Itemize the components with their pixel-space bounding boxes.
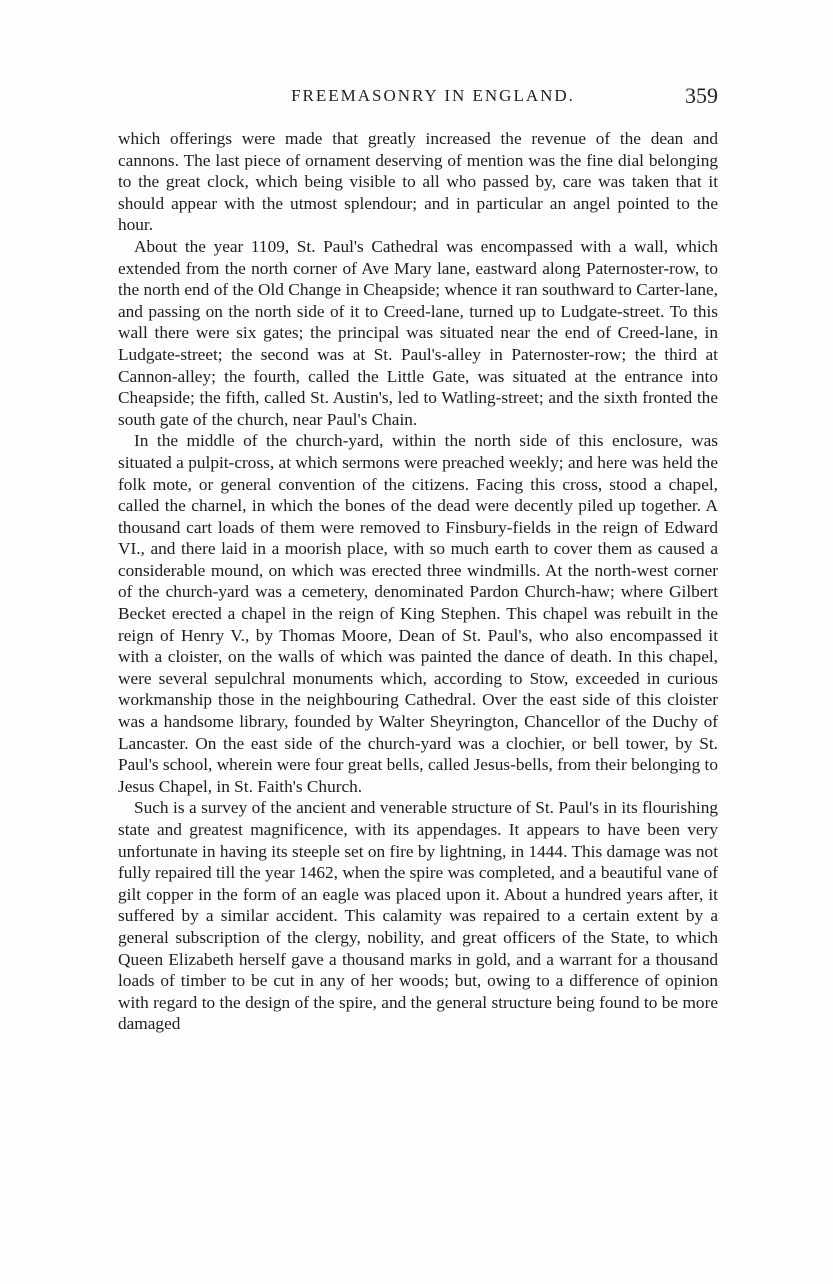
running-head [118, 83, 718, 116]
paragraph-survey: Such is a survey of the ancient and venerable structure of St. Paul's in its flourishing state and greatest magnificence, with its appendages. It appears to have been very unfortunate in having its steeple set on fire by lightning, in 1444. This damage was not fully repaired till the year 1462, when the spire was completed, and a beautiful vane of gilt copper in the form of an eagle was placed upon it. About a hundred years after, it suffered by a similar accident. This calamity was repaired to a certain extent by a general subscription of the clergy, nobility, and great officers of the State, to which Queen Elizabeth herself gave a thousand marks in gold, and a warrant for a thousand loads of timber to be cut in any of her woods; but, owing to a difference of opinion with regard to the design of the spire, and the general structure being found to be more damaged [118, 798, 718, 1034]
text-column [118, 128, 718, 1035]
paragraph-continued: which offerings were made that greatly increased the revenue of the dean and cannons. The last piece of ornament deserving of mention was the fine dial belonging to the great clock, which being visible to all who passed by, care was taken that it should appear with the utmost splendour; and in particular an angel pointed to the hour. [118, 129, 718, 235]
paragraph-cathedral-wall: About the year 1109, St. Paul's Cathedral was encompassed with a wall, which extended from the north corner of Ave Mary lane, eastward along Paternoster-row, to the north end of the Old Change in Cheapside; whence it ran southward to Carter-lane, and passing on the north side of it to Creed-lane, turned up to Ludgate-street. To this wall there were six gates; the principal was situated near the end of Creed-lane, in Ludgate-street; the second was at St. Paul's-alley in Paternoster-row; the third at Cannon-alley; the fourth, called the Little Gate, was situated at the entrance into Cheapside; the fifth, called St. Austin's, led to Watling-street; and the sixth fronted the south gate of the church, near Paul's Chain. [118, 236, 718, 429]
running-title: FREEMASONRY IN ENGLAND. [291, 86, 575, 105]
paragraph-church-yard: In the middle of the church-yard, within the north side of this enclosure, was situated a pulpit-cross, at which sermons were preached weekly; and here was held the folk mote, or general convention of the citizens. Facing this cross, stood a chapel, called the charnel, in which the bones of the dead were decently piled up together. A thousand cart loads of them were removed to Finsbury-fields in the reign of Edward VI., and there laid in a moorish place, with so much earth to cover them as caused a considerable mound, on which was erected three windmills. At the north-west corner of the church-yard was a cemetery, denominated Pardon Church-haw; where Gilbert Becket erected a chapel in the reign of King Stephen. This chapel was rebuilt in the reign of Henry V., by Thomas Moore, Dean of St. Paul's, who also encompassed it with a cloister, on the walls of which was painted the dance of death. In this chapel, were several sepulchral monuments which, according to Stow, exceeded in curious workmanship those in the neighbouring Cathedral. Over the east side of this cloister was a handsome library, founded by Walter Sheyrington, Chancellor of the Duchy of Lancaster. On the east side of the church-yard was a clochier, or bell tower, by St. Paul's school, wherein were four great bells, called Jesus-bells, from their belonging to Jesus Chapel, in St. Faith's Church. [118, 431, 718, 796]
page-number: 359 [685, 83, 718, 108]
